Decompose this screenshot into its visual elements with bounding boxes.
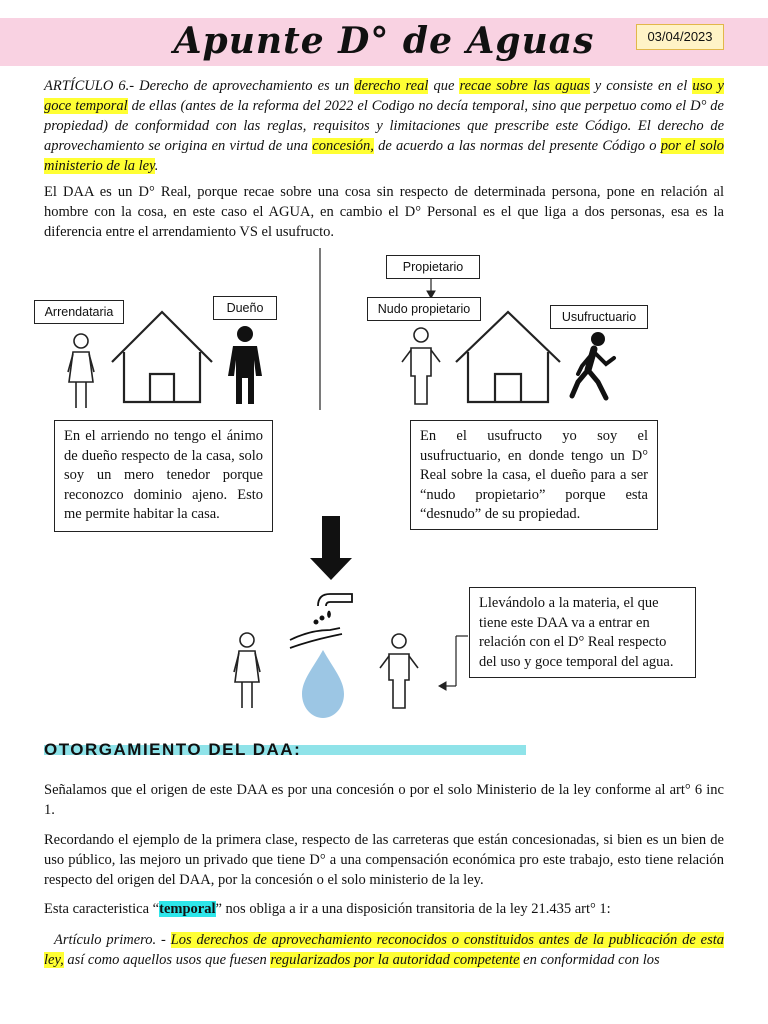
text-segment: ” nos obliga a ir a una disposición transitoria de la ley 21.435 art° 1: <box>215 901 611 917</box>
body-paragraph-3 <box>44 899 724 919</box>
text-segment: así como aquellos usos que fuesen <box>63 952 271 968</box>
label-usufructuario: Usufructuario <box>550 305 648 329</box>
propietario-arrow <box>427 278 435 298</box>
highlight-concesion: concesión, <box>312 138 374 154</box>
section-title: OTORGAMIENTO DEL DAA: <box>44 740 302 759</box>
highlight-derechos-reconocidos: Los derechos de aprovechamiento reconocidos o constituidos antes de la publicación de esta ley, <box>44 932 724 968</box>
house-icon <box>456 312 560 402</box>
arriendo-note: En el arriendo no tengo el ánimo de dueño respecto de la casa, solo soy un mero tenedor porque reconozco dominio ajeno. Esto me permite habitar la casa. <box>54 420 273 532</box>
text-segment: de ellas (antes de la reforma del 2022 el Codigo no decía temporal, sino que perpetuo como el D° de propiedad) de conformidad con las reglas, requisitos y limitaciones que prescribe este Código. El derecho de aprovechamiento se origina en virtud de una <box>44 98 724 154</box>
usufructo-note: En el usufructo yo soy el usufructuario, en donde tengo un D° Real sobre la casa, el dueño para a ser “nudo propietario” porque esta “desnudo” de su propiedad. <box>410 420 658 530</box>
arrow-down-icon <box>310 516 352 580</box>
text-segment: Artículo primero. - <box>54 932 171 948</box>
text-segment: y consiste en el <box>589 78 693 94</box>
text-segment: que <box>428 78 460 94</box>
label-propietario: Propietario <box>386 255 480 279</box>
body-paragraph-2: Recordando el ejemplo de la primera clase, respecto de las carreteras que están concesionadas, si bien es un bien de uso público, las mejoro un privado que tiene D° a una compensación económica pro este trabajo, esto tiene relación respecto del origen del DAA, por la concesión o el solo ministerio de la ley. <box>44 832 724 888</box>
body-paragraph-1: Señalamos que el origen de este DAA es por una concesión o por el solo Ministerio de la ley conforme al art° 6 inc 1. <box>44 782 724 818</box>
man-outline-icon <box>402 328 440 404</box>
daa-paragraph: El DAA es un D° Real, porque recae sobre una cosa sin respecto de determinada persona, pone en relación al hombre con la cosa, en este caso el AGUA, en cambio el D° Personal es el que liga a dos personas, esa es la diferencia entre el arrendamiento VS el usufructo. <box>44 184 724 240</box>
water-drop-icon <box>302 650 344 718</box>
man-icon <box>228 326 262 404</box>
highlight-ministerio-ley: por el solo ministerio de la ley <box>44 138 724 174</box>
label-nudo-propietario: Nudo propietario <box>367 297 481 321</box>
article-primero-paragraph <box>44 930 724 970</box>
walking-man-icon <box>572 332 614 398</box>
text-segment: ARTÍCULO 6.- Derecho de aprovechamiento es un <box>44 78 355 94</box>
text-segment: en conformidad con los <box>519 952 660 968</box>
text-segment: de acuerdo a las normas del presente Código o <box>373 138 661 154</box>
man-outline-icon <box>380 634 418 708</box>
label-arrendataria: Arrendataria <box>34 300 124 324</box>
materia-note: Llevándolo a la materia, el que tiene este DAA va a entrar en relación con el D° Real respecto del uso y goce temporal del agua. <box>469 587 696 678</box>
highlight-temporal: temporal <box>159 901 216 917</box>
materia-connector <box>439 636 468 690</box>
text-segment: . <box>154 158 159 174</box>
woman-icon <box>234 633 260 708</box>
highlight-uso-goce: uso y goce temporal <box>44 78 724 114</box>
highlight-regularizados: regularizados por la autoridad competente <box>270 952 520 968</box>
label-dueno: Dueño <box>213 296 277 320</box>
highlight-recae-aguas: recae sobre las aguas <box>459 78 590 94</box>
woman-icon <box>68 334 94 408</box>
date-badge: 03/04/2023 <box>636 24 724 50</box>
text-segment: Esta caracteristica “ <box>44 901 160 917</box>
page-title: Apunte D° de Aguas <box>173 20 595 62</box>
highlight-derecho-real: derecho real <box>354 78 429 94</box>
house-icon <box>112 312 212 402</box>
hand-washing-icon <box>290 594 352 648</box>
